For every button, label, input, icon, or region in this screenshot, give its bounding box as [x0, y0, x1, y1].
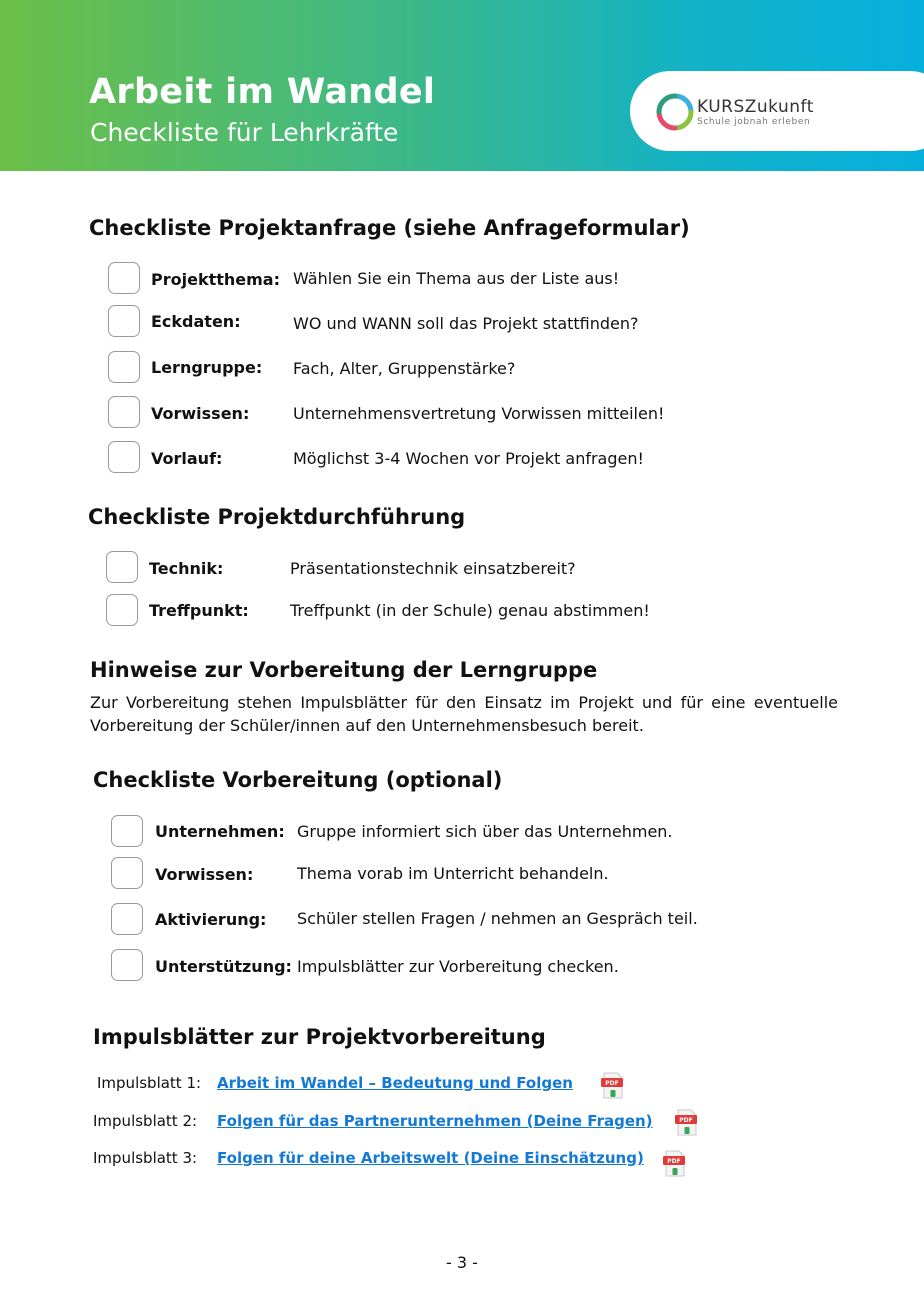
- item-label: Eckdaten:: [151, 312, 241, 331]
- checkbox-treffpunkt[interactable]: [106, 594, 138, 626]
- item-label: Unternehmen:: [155, 822, 285, 841]
- section-title-projektanfrage: Checkliste Projektanfrage (siehe Anfrageformular): [89, 216, 690, 240]
- logo-tagline: Schule jobnah erleben: [697, 117, 811, 127]
- item-label: Technik:: [149, 559, 224, 578]
- svg-text:PDF: PDF: [605, 1080, 619, 1087]
- section-title-hinweise: Hinweise zur Vorbereitung der Lerngruppe: [90, 658, 598, 682]
- impulsblatt-1-link[interactable]: Arbeit im Wandel – Bedeutung und Folgen: [217, 1074, 573, 1092]
- checkbox-eckdaten[interactable]: [108, 305, 140, 337]
- impulsblatt-2-link[interactable]: Folgen für das Partnerunternehmen (Deine Fragen): [217, 1112, 653, 1130]
- checkbox-unternehmen[interactable]: [111, 815, 143, 847]
- impulsblatt-prefix: Impulsblatt 2:: [93, 1112, 198, 1130]
- pdf-icon[interactable]: [600, 1072, 626, 1100]
- checkbox-aktivierung[interactable]: [111, 903, 143, 935]
- item-text: Treffpunkt (in der Schule) genau abstimmen!: [290, 601, 650, 620]
- page-number: - 3 -: [446, 1253, 478, 1272]
- item-label: Vorwissen:: [151, 404, 250, 423]
- checkbox-unterstuetzung[interactable]: [111, 949, 143, 981]
- item-text: Impulsblätter zur Vorbereitung checken.: [297, 957, 619, 976]
- item-text: Möglichst 3-4 Wochen vor Projekt anfragen!: [293, 449, 644, 468]
- item-label: Vorlauf:: [151, 449, 223, 468]
- item-text: Unternehmensvertretung Vorwissen mitteilen!: [293, 404, 665, 423]
- item-text: Schüler stellen Fragen / nehmen an Gespräch teil.: [297, 909, 698, 928]
- item-label: Lerngruppe:: [151, 358, 263, 377]
- item-text: Wählen Sie ein Thema aus der Liste aus!: [293, 269, 620, 288]
- item-text: Fach, Alter, Gruppenstärke?: [293, 359, 516, 378]
- hinweise-paragraph: Zur Vorbereitung stehen Impulsblätter für den Einsatz im Projekt und für eine eventuelle Vorbereitung der Schüler/innen auf den Unternehmensbesuch bereit.: [90, 693, 838, 735]
- section-title-vorbereitung: Checkliste Vorbereitung (optional): [93, 768, 503, 792]
- svg-text:PDF: PDF: [667, 1158, 681, 1165]
- impulsblatt-prefix: Impulsblatt 1:: [97, 1074, 202, 1092]
- item-text: Gruppe informiert sich über das Unternehmen.: [297, 822, 673, 841]
- item-label: Vorwissen:: [155, 865, 254, 884]
- checkbox-projektthema[interactable]: [108, 262, 140, 294]
- impulsblatt-3-link[interactable]: Folgen für deine Arbeitswelt (Deine Einschätzung): [217, 1149, 644, 1167]
- logo-name: KURSZukunft: [697, 97, 814, 117]
- checkbox-vorwissen-optional[interactable]: [111, 857, 143, 889]
- item-text: WO und WANN soll das Projekt stattfinden?: [293, 314, 639, 333]
- item-label: Unterstützung:: [155, 957, 292, 976]
- section-title-impulsblaetter: Impulsblätter zur Projektvorbereitung: [93, 1025, 546, 1049]
- item-label: Treffpunkt:: [149, 601, 249, 620]
- pdf-icon[interactable]: [662, 1150, 688, 1178]
- kurszukunft-logo-icon: [656, 93, 694, 131]
- item-label: Aktivierung:: [155, 910, 267, 929]
- item-text: Präsentationstechnik einsatzbereit?: [290, 559, 576, 578]
- checkbox-vorwissen[interactable]: [108, 396, 140, 428]
- svg-text:PDF: PDF: [679, 1117, 693, 1124]
- impulsblatt-prefix: Impulsblatt 3:: [93, 1149, 198, 1167]
- checkbox-vorlauf[interactable]: [108, 441, 140, 473]
- pdf-icon[interactable]: [674, 1109, 700, 1137]
- document-subtitle: Checkliste für Lehrkräfte: [90, 118, 399, 147]
- document-title: Arbeit im Wandel: [89, 72, 436, 112]
- checkbox-technik[interactable]: [106, 551, 138, 583]
- item-text: Thema vorab im Unterricht behandeln.: [297, 864, 609, 883]
- checkbox-lerngruppe[interactable]: [108, 351, 140, 383]
- item-label: Projektthema:: [151, 270, 280, 289]
- section-title-projektdurchfuehrung: Checkliste Projektdurchführung: [88, 505, 466, 529]
